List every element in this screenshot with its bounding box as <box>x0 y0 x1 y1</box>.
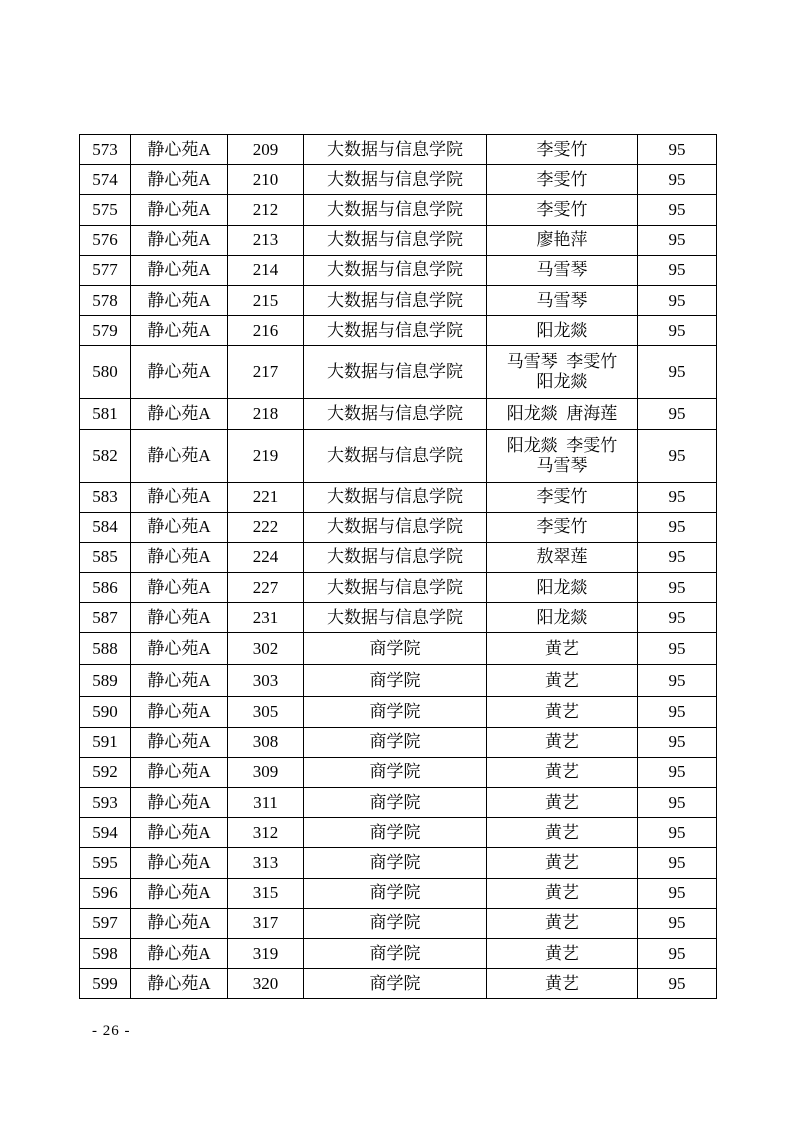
cell-score: 95 <box>638 908 717 938</box>
cell-room: 309 <box>228 757 304 787</box>
staff-name-line: 黄艺 <box>545 670 579 690</box>
cell-room: 217 <box>228 346 304 399</box>
cell-room: 308 <box>228 727 304 757</box>
staff-name-line: 黄艺 <box>545 943 579 963</box>
cell-score: 95 <box>638 603 717 633</box>
cell-score: 95 <box>638 255 717 285</box>
cell-staff <box>487 165 638 195</box>
cell-college: 商学院 <box>304 848 487 878</box>
table-row <box>80 135 717 165</box>
cell-staff <box>487 482 638 512</box>
table-row <box>80 255 717 285</box>
cell-staff <box>487 573 638 603</box>
cell-room: 320 <box>228 969 304 999</box>
cell-college: 大数据与信息学院 <box>304 195 487 225</box>
cell-building: 静心苑A <box>131 878 228 908</box>
cell-number: 581 <box>80 399 131 429</box>
cell-score: 95 <box>638 969 717 999</box>
cell-staff <box>487 697 638 727</box>
cell-room: 305 <box>228 697 304 727</box>
cell-college: 商学院 <box>304 788 487 818</box>
table-row <box>80 285 717 315</box>
cell-college: 大数据与信息学院 <box>304 165 487 195</box>
cell-room: 210 <box>228 165 304 195</box>
cell-score: 95 <box>638 727 717 757</box>
staff-name-line: 黄艺 <box>545 792 579 812</box>
cell-room: 219 <box>228 429 304 482</box>
table-row <box>80 878 717 908</box>
table-row <box>80 165 717 195</box>
cell-college: 商学院 <box>304 697 487 727</box>
staff-name-line: 黄艺 <box>545 913 579 933</box>
cell-college: 商学院 <box>304 727 487 757</box>
cell-college: 商学院 <box>304 757 487 787</box>
staff-name-line: 黄艺 <box>545 732 579 752</box>
cell-college: 大数据与信息学院 <box>304 573 487 603</box>
cell-college: 大数据与信息学院 <box>304 603 487 633</box>
cell-staff <box>487 346 638 399</box>
cell-number: 592 <box>80 757 131 787</box>
cell-staff <box>487 757 638 787</box>
cell-score: 95 <box>638 665 717 697</box>
cell-building: 静心苑A <box>131 135 228 165</box>
staff-name-line: 李雯竹 <box>536 139 588 159</box>
staff-name-line: 阳龙燚 李雯竹 <box>506 435 618 455</box>
dormitory-score-table <box>79 134 717 999</box>
cell-score: 95 <box>638 697 717 727</box>
cell-staff <box>487 399 638 429</box>
cell-score: 95 <box>638 542 717 572</box>
staff-name-line: 黄艺 <box>545 852 579 872</box>
staff-name-line: 阳龙燚 <box>536 607 588 627</box>
cell-room: 212 <box>228 195 304 225</box>
cell-staff <box>487 788 638 818</box>
cell-room: 209 <box>228 135 304 165</box>
staff-name-line: 阳龙燚 <box>536 320 588 340</box>
cell-staff <box>487 969 638 999</box>
cell-number: 579 <box>80 316 131 346</box>
cell-score: 95 <box>638 316 717 346</box>
cell-staff <box>487 195 638 225</box>
cell-number: 593 <box>80 788 131 818</box>
cell-building: 静心苑A <box>131 165 228 195</box>
staff-name-line: 黄艺 <box>545 883 579 903</box>
staff-name-line: 敖翠莲 <box>536 547 588 567</box>
table-row <box>80 225 717 255</box>
table-row <box>80 757 717 787</box>
staff-name-line: 廖艳萍 <box>536 230 588 250</box>
table-row <box>80 603 717 633</box>
cell-number: 585 <box>80 542 131 572</box>
cell-score: 95 <box>638 573 717 603</box>
cell-staff <box>487 938 638 968</box>
cell-building: 静心苑A <box>131 969 228 999</box>
staff-name-line: 阳龙燚 <box>536 577 588 597</box>
page-number: - 26 - <box>92 1023 131 1039</box>
cell-number: 588 <box>80 633 131 665</box>
cell-number: 596 <box>80 878 131 908</box>
table-body <box>80 135 717 999</box>
cell-building: 静心苑A <box>131 818 228 848</box>
cell-building: 静心苑A <box>131 788 228 818</box>
cell-number: 583 <box>80 482 131 512</box>
cell-building: 静心苑A <box>131 316 228 346</box>
table-row <box>80 195 717 225</box>
table-row <box>80 938 717 968</box>
cell-score: 95 <box>638 135 717 165</box>
cell-room: 221 <box>228 482 304 512</box>
cell-number: 586 <box>80 573 131 603</box>
cell-staff <box>487 429 638 482</box>
table-row <box>80 316 717 346</box>
cell-number: 589 <box>80 665 131 697</box>
cell-room: 213 <box>228 225 304 255</box>
cell-building: 静心苑A <box>131 429 228 482</box>
cell-room: 317 <box>228 908 304 938</box>
cell-number: 597 <box>80 908 131 938</box>
cell-score: 95 <box>638 165 717 195</box>
cell-number: 575 <box>80 195 131 225</box>
staff-name-line: 阳龙燚 <box>536 372 588 392</box>
table-row <box>80 399 717 429</box>
cell-building: 静心苑A <box>131 225 228 255</box>
cell-room: 215 <box>228 285 304 315</box>
cell-college: 大数据与信息学院 <box>304 482 487 512</box>
cell-room: 222 <box>228 512 304 542</box>
cell-staff <box>487 633 638 665</box>
cell-building: 静心苑A <box>131 573 228 603</box>
cell-building: 静心苑A <box>131 542 228 572</box>
cell-college: 大数据与信息学院 <box>304 255 487 285</box>
cell-building: 静心苑A <box>131 195 228 225</box>
table-row <box>80 512 717 542</box>
table-row <box>80 727 717 757</box>
cell-college: 商学院 <box>304 938 487 968</box>
cell-building: 静心苑A <box>131 665 228 697</box>
cell-staff <box>487 878 638 908</box>
cell-staff <box>487 727 638 757</box>
cell-college: 大数据与信息学院 <box>304 225 487 255</box>
table-row <box>80 542 717 572</box>
table-row <box>80 665 717 697</box>
cell-number: 582 <box>80 429 131 482</box>
cell-room: 214 <box>228 255 304 285</box>
cell-score: 95 <box>638 848 717 878</box>
cell-number: 595 <box>80 848 131 878</box>
cell-staff <box>487 285 638 315</box>
cell-room: 302 <box>228 633 304 665</box>
cell-building: 静心苑A <box>131 603 228 633</box>
table-row <box>80 346 717 399</box>
cell-college: 商学院 <box>304 878 487 908</box>
cell-score: 95 <box>638 938 717 968</box>
cell-score: 95 <box>638 285 717 315</box>
staff-name-line: 李雯竹 <box>536 169 588 189</box>
cell-room: 224 <box>228 542 304 572</box>
staff-name-line: 马雪琴 李雯竹 <box>506 352 618 372</box>
table-row <box>80 633 717 665</box>
cell-score: 95 <box>638 788 717 818</box>
cell-college: 商学院 <box>304 633 487 665</box>
cell-college: 大数据与信息学院 <box>304 429 487 482</box>
staff-name-line: 黄艺 <box>545 762 579 782</box>
cell-building: 静心苑A <box>131 482 228 512</box>
staff-name-line: 马雪琴 <box>536 455 588 475</box>
cell-score: 95 <box>638 429 717 482</box>
cell-building: 静心苑A <box>131 848 228 878</box>
staff-name-line: 阳龙燚 唐海莲 <box>506 403 618 423</box>
cell-college: 商学院 <box>304 969 487 999</box>
cell-college: 商学院 <box>304 818 487 848</box>
cell-number: 587 <box>80 603 131 633</box>
cell-staff <box>487 255 638 285</box>
cell-number: 573 <box>80 135 131 165</box>
cell-staff <box>487 316 638 346</box>
cell-building: 静心苑A <box>131 697 228 727</box>
cell-college: 大数据与信息学院 <box>304 135 487 165</box>
cell-college: 商学院 <box>304 908 487 938</box>
cell-building: 静心苑A <box>131 757 228 787</box>
cell-number: 577 <box>80 255 131 285</box>
cell-building: 静心苑A <box>131 399 228 429</box>
cell-score: 95 <box>638 195 717 225</box>
cell-number: 594 <box>80 818 131 848</box>
table-row <box>80 697 717 727</box>
cell-number: 576 <box>80 225 131 255</box>
cell-number: 578 <box>80 285 131 315</box>
table-row <box>80 429 717 482</box>
cell-building: 静心苑A <box>131 727 228 757</box>
cell-score: 95 <box>638 225 717 255</box>
staff-name-line: 黄艺 <box>545 822 579 842</box>
cell-number: 598 <box>80 938 131 968</box>
cell-room: 218 <box>228 399 304 429</box>
staff-name-line: 黄艺 <box>545 638 579 658</box>
cell-room: 303 <box>228 665 304 697</box>
cell-staff <box>487 512 638 542</box>
staff-name-line: 李雯竹 <box>536 199 588 219</box>
cell-building: 静心苑A <box>131 908 228 938</box>
cell-staff <box>487 848 638 878</box>
table-row <box>80 908 717 938</box>
cell-number: 580 <box>80 346 131 399</box>
cell-college: 大数据与信息学院 <box>304 346 487 399</box>
staff-name-line: 李雯竹 <box>536 487 588 507</box>
cell-number: 584 <box>80 512 131 542</box>
cell-building: 静心苑A <box>131 285 228 315</box>
cell-college: 商学院 <box>304 665 487 697</box>
cell-building: 静心苑A <box>131 938 228 968</box>
cell-score: 95 <box>638 633 717 665</box>
cell-staff <box>487 603 638 633</box>
cell-college: 大数据与信息学院 <box>304 399 487 429</box>
cell-room: 319 <box>228 938 304 968</box>
cell-number: 591 <box>80 727 131 757</box>
cell-room: 312 <box>228 818 304 848</box>
table-row <box>80 848 717 878</box>
cell-building: 静心苑A <box>131 255 228 285</box>
table-row <box>80 788 717 818</box>
cell-score: 95 <box>638 818 717 848</box>
cell-room: 216 <box>228 316 304 346</box>
cell-college: 大数据与信息学院 <box>304 512 487 542</box>
cell-college: 大数据与信息学院 <box>304 285 487 315</box>
table-row <box>80 573 717 603</box>
cell-staff <box>487 542 638 572</box>
cell-staff <box>487 818 638 848</box>
cell-number: 574 <box>80 165 131 195</box>
cell-building: 静心苑A <box>131 512 228 542</box>
cell-staff <box>487 665 638 697</box>
cell-staff <box>487 135 638 165</box>
cell-number: 599 <box>80 969 131 999</box>
table-row <box>80 482 717 512</box>
cell-score: 95 <box>638 399 717 429</box>
cell-score: 95 <box>638 757 717 787</box>
staff-name-line: 马雪琴 <box>536 260 588 280</box>
cell-room: 313 <box>228 848 304 878</box>
staff-name-line: 黄艺 <box>545 702 579 722</box>
cell-building: 静心苑A <box>131 346 228 399</box>
cell-room: 315 <box>228 878 304 908</box>
table-row <box>80 818 717 848</box>
cell-college: 大数据与信息学院 <box>304 316 487 346</box>
cell-staff <box>487 908 638 938</box>
cell-score: 95 <box>638 346 717 399</box>
staff-name-line: 黄艺 <box>545 973 579 993</box>
cell-staff <box>487 225 638 255</box>
cell-score: 95 <box>638 878 717 908</box>
cell-score: 95 <box>638 482 717 512</box>
table-row <box>80 969 717 999</box>
cell-number: 590 <box>80 697 131 727</box>
cell-score: 95 <box>638 512 717 542</box>
cell-building: 静心苑A <box>131 633 228 665</box>
cell-room: 231 <box>228 603 304 633</box>
staff-name-line: 马雪琴 <box>536 290 588 310</box>
cell-room: 311 <box>228 788 304 818</box>
staff-name-line: 李雯竹 <box>536 517 588 537</box>
cell-room: 227 <box>228 573 304 603</box>
cell-college: 大数据与信息学院 <box>304 542 487 572</box>
